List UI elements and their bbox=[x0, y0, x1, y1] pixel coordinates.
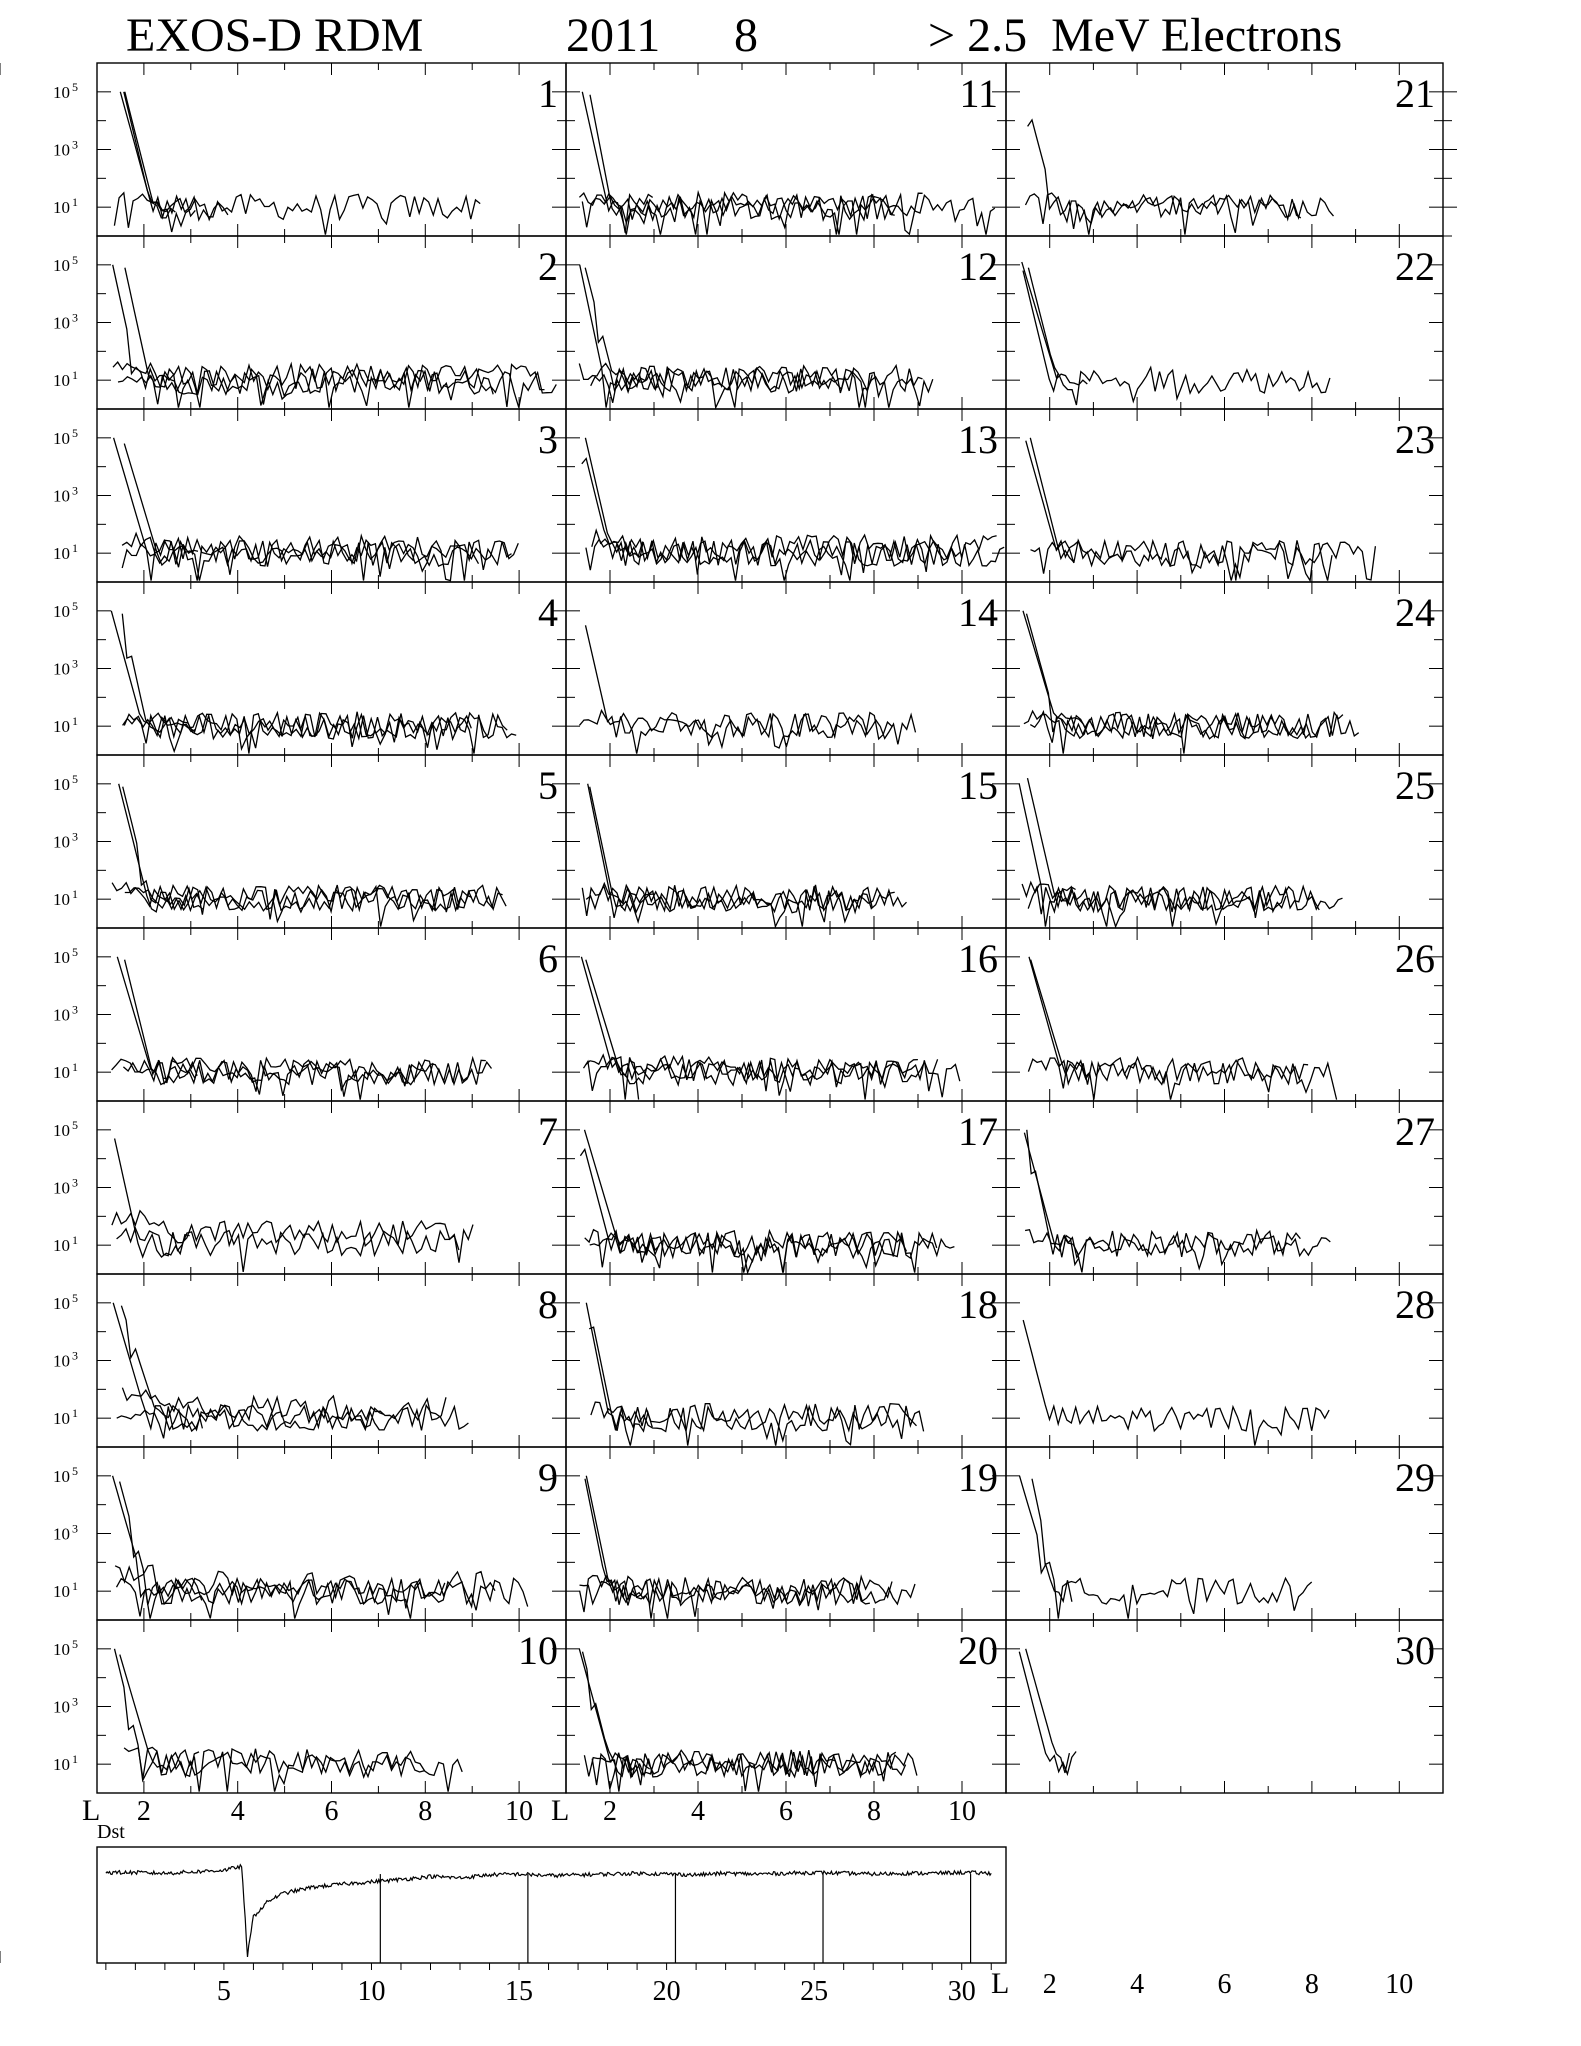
panel-18-frame bbox=[566, 1274, 1006, 1447]
panel-4-ytick-exponent: 3 bbox=[72, 656, 78, 671]
panel-8-label: 8 bbox=[538, 1282, 558, 1327]
panel-3-trace-1 bbox=[114, 438, 198, 581]
panel-7-ytick-exponent: 1 bbox=[72, 1233, 78, 1248]
panel-26-trace-2 bbox=[1031, 960, 1337, 1100]
panel-25-trace-1 bbox=[1028, 778, 1076, 906]
dst-xtick-label: 25 bbox=[800, 1976, 829, 2007]
panel-6-ytick-exponent: 1 bbox=[72, 1060, 78, 1075]
panel-6-ytick-label: 10 bbox=[53, 947, 70, 967]
panel-23-trace-2 bbox=[1026, 441, 1376, 581]
panel-6-frame bbox=[97, 928, 566, 1101]
panel-2-frame bbox=[97, 236, 566, 409]
panel-30-frame bbox=[1006, 1620, 1443, 1793]
panel-8-ytick-label: 10 bbox=[53, 1409, 70, 1429]
x-tick-label-col2: 8 bbox=[867, 1796, 881, 1827]
panel-10-ytick-label: 10 bbox=[53, 1697, 70, 1717]
panel-21-frame bbox=[1006, 63, 1443, 236]
panel-11-label: 11 bbox=[959, 71, 998, 116]
x-tick-label-col3: 4 bbox=[1130, 1969, 1145, 2000]
panel-8-ytick-label: 10 bbox=[53, 1293, 70, 1313]
x-tick-label-col1: 4 bbox=[230, 1796, 245, 1827]
x-tick-label-col3: 10 bbox=[1385, 1969, 1414, 2000]
panel-1-ytick-exponent: 5 bbox=[72, 79, 78, 94]
x-tick-label-col2: 6 bbox=[779, 1796, 793, 1827]
panel-6-ytick-exponent: 3 bbox=[72, 1002, 78, 1017]
panel-2-ytick-label: 10 bbox=[53, 255, 70, 275]
panel-7-ytick-label: 10 bbox=[53, 1178, 70, 1198]
panel-7-frame bbox=[97, 1101, 566, 1274]
x-tick-label-col3: 2 bbox=[1042, 1969, 1057, 2000]
panel-2-ytick-label: 10 bbox=[53, 371, 70, 391]
panel-2-ytick-exponent: 3 bbox=[72, 310, 78, 325]
panel-3-ytick-exponent: 5 bbox=[72, 425, 78, 440]
panel-8-ytick-exponent: 1 bbox=[72, 1406, 78, 1421]
panel-6-ytick-label: 10 bbox=[53, 1005, 70, 1025]
panel-10-label: 10 bbox=[518, 1628, 558, 1673]
panel-10-ytick-label: 10 bbox=[53, 1639, 70, 1659]
panel-2-ytick-label: 10 bbox=[53, 313, 70, 333]
panel-22-trace-3 bbox=[1023, 271, 1058, 391]
panel-7-trace-3 bbox=[117, 1228, 459, 1272]
panel-8-ytick-exponent: 3 bbox=[72, 1348, 78, 1363]
panel-1-ytick-label: 10 bbox=[53, 140, 70, 160]
x-axis-prefix-col3: L bbox=[991, 1967, 1010, 2000]
panel-2-label: 2 bbox=[538, 244, 558, 289]
panel-13-trace-4 bbox=[586, 540, 960, 581]
panel-10-ytick-exponent: 1 bbox=[72, 1752, 78, 1767]
panel-30-trace-1 bbox=[1026, 1649, 1070, 1773]
panel-3-ytick-label: 10 bbox=[53, 428, 70, 448]
x-tick-label-col1: 8 bbox=[418, 1796, 433, 1827]
panel-30-trace-2 bbox=[1019, 1652, 1076, 1774]
panel-16-frame bbox=[566, 928, 1006, 1101]
panel-4-trace-3 bbox=[123, 712, 508, 752]
panel-6-trace-3 bbox=[112, 1058, 492, 1100]
panel-24-label: 24 bbox=[1395, 590, 1435, 635]
chart-title-particle: > 2.5 MeV Electrons bbox=[928, 9, 1343, 62]
panel-26-trace-1 bbox=[1029, 957, 1090, 1084]
x-tick-label-col2: 10 bbox=[948, 1796, 976, 1827]
panel-5-ytick-exponent: 3 bbox=[72, 829, 78, 844]
panel-19-trace-2 bbox=[585, 1479, 915, 1619]
x-tick-label-col1: 6 bbox=[324, 1796, 339, 1827]
panel-1-label: 1 bbox=[538, 71, 558, 116]
panel-21-label: 21 bbox=[1395, 71, 1435, 116]
panel-14-label: 14 bbox=[958, 590, 998, 635]
panel-18-trace-3 bbox=[591, 1402, 917, 1446]
panel-10-trace-1 bbox=[115, 1649, 200, 1781]
panel-12-label: 12 bbox=[958, 244, 998, 289]
panel-3-ytick-label: 10 bbox=[53, 544, 70, 564]
panel-9-trace-1 bbox=[113, 1476, 202, 1619]
x-tick-label-col2: 4 bbox=[691, 1796, 705, 1827]
dst-series-line bbox=[106, 1865, 991, 1957]
panel-25-label: 25 bbox=[1395, 763, 1435, 808]
panel-13-frame bbox=[566, 409, 1006, 582]
chart-title-year: 2011 bbox=[566, 9, 661, 62]
panel-21-trace-2 bbox=[1026, 193, 1301, 233]
panel-10-ytick-exponent: 3 bbox=[72, 1694, 78, 1709]
dst-xtick-label: 30 bbox=[947, 1976, 976, 2007]
panel-17-trace-2 bbox=[580, 1149, 954, 1272]
panel-8-trace-2 bbox=[121, 1306, 468, 1431]
panel-5-ytick-exponent: 1 bbox=[72, 887, 78, 902]
panel-6-trace-2 bbox=[125, 960, 486, 1092]
panel-1-ytick-exponent: 1 bbox=[72, 195, 78, 210]
panel-1-ytick-label: 10 bbox=[53, 82, 70, 102]
x-tick-label-col2: 2 bbox=[603, 1796, 617, 1827]
panel-3-ytick-exponent: 3 bbox=[72, 483, 78, 498]
panel-4-ytick-exponent: 5 bbox=[72, 598, 78, 613]
panel-30-label: 30 bbox=[1395, 1628, 1435, 1673]
panel-19-label: 19 bbox=[958, 1455, 998, 1500]
panel-5-ytick-label: 10 bbox=[53, 832, 70, 852]
panel-13-label: 13 bbox=[958, 417, 998, 462]
x-axis-prefix-col2: L bbox=[551, 1794, 570, 1827]
panel-22-trace-2 bbox=[1028, 268, 1330, 405]
panel-5-label: 5 bbox=[538, 763, 558, 808]
panel-18-trace-2 bbox=[589, 1327, 923, 1441]
panel-16-label: 16 bbox=[958, 936, 998, 981]
panel-7-ytick-exponent: 5 bbox=[72, 1117, 78, 1132]
panel-9-ytick-exponent: 1 bbox=[72, 1579, 78, 1594]
panel-22-label: 22 bbox=[1395, 244, 1435, 289]
panel-3-ytick-exponent: 1 bbox=[72, 541, 78, 556]
panel-14-trace-2 bbox=[580, 711, 892, 754]
panel-9-label: 9 bbox=[538, 1455, 558, 1500]
x-tick-label-col1: 10 bbox=[505, 1796, 534, 1827]
panel-14-trace-1 bbox=[586, 625, 916, 748]
panel-2-trace-1 bbox=[113, 265, 193, 408]
panel-27-label: 27 bbox=[1395, 1109, 1435, 1154]
x-tick-label-col3: 6 bbox=[1217, 1969, 1232, 2000]
panel-3-ytick-label: 10 bbox=[53, 486, 70, 506]
panel-19-trace-3 bbox=[580, 1576, 892, 1612]
panel-6-ytick-exponent: 5 bbox=[72, 944, 78, 959]
chart-title-month: 8 bbox=[734, 9, 758, 62]
panel-24-trace-4 bbox=[1030, 712, 1310, 743]
dst-xtick-label: 10 bbox=[357, 1976, 386, 2007]
panel-6-ytick-label: 10 bbox=[53, 1063, 70, 1083]
panel-2-ytick-exponent: 1 bbox=[72, 368, 78, 383]
panel-23-label: 23 bbox=[1395, 417, 1435, 462]
panel-5-ytick-exponent: 5 bbox=[72, 771, 78, 786]
dst-panel-frame bbox=[97, 1847, 1006, 1963]
dst-xtick-label: 5 bbox=[216, 1976, 231, 2007]
panel-2-ytick-exponent: 5 bbox=[72, 252, 78, 267]
panel-1-ytick-exponent: 3 bbox=[72, 137, 78, 152]
panel-3-label: 3 bbox=[538, 417, 558, 462]
x-tick-label-col3: 8 bbox=[1304, 1969, 1319, 2000]
panel-15-label: 15 bbox=[958, 763, 998, 808]
panel-1-trace-1 bbox=[120, 92, 195, 218]
panel-29-trace-2 bbox=[1032, 1479, 1312, 1619]
panel-7-ytick-label: 10 bbox=[53, 1236, 70, 1256]
x-tick-label-col1: 2 bbox=[136, 1796, 151, 1827]
panel-4-ytick-label: 10 bbox=[53, 601, 70, 621]
panel-7-ytick-exponent: 3 bbox=[72, 1175, 78, 1190]
dst-xtick-label: 15 bbox=[505, 1976, 534, 2007]
panel-7-label: 7 bbox=[538, 1109, 558, 1154]
panel-3-trace-2 bbox=[124, 444, 518, 581]
panel-9-ytick-exponent: 5 bbox=[72, 1463, 78, 1478]
panel-8-ytick-exponent: 5 bbox=[72, 1290, 78, 1305]
panel-4-label: 4 bbox=[538, 590, 558, 635]
panel-29-trace-1 bbox=[1020, 1476, 1072, 1602]
panel-16-trace-4 bbox=[584, 1058, 918, 1099]
panel-10-ytick-exponent: 5 bbox=[72, 1636, 78, 1651]
panel-5-ytick-label: 10 bbox=[53, 774, 70, 794]
panel-9-ytick-label: 10 bbox=[53, 1466, 70, 1486]
panel-8-ytick-label: 10 bbox=[53, 1351, 70, 1371]
panel-4-ytick-label: 10 bbox=[53, 717, 70, 737]
panel-13-trace-2 bbox=[582, 459, 1004, 581]
panel-7-trace-1 bbox=[115, 1139, 190, 1258]
panel-10-ytick-label: 10 bbox=[53, 1755, 70, 1775]
chart-title-instrument: EXOS-D RDM bbox=[126, 9, 424, 62]
dst-axis-label: Dst bbox=[97, 1821, 125, 1843]
panel-19-trace-1 bbox=[586, 1476, 648, 1602]
panel-7-ytick-label: 10 bbox=[53, 1120, 70, 1140]
panel-28-label: 28 bbox=[1395, 1282, 1435, 1327]
dst-xtick-label: 20 bbox=[652, 1976, 681, 2007]
panel-9-ytick-label: 10 bbox=[53, 1582, 70, 1602]
panel-8-frame bbox=[97, 1274, 566, 1447]
panel-6-label: 6 bbox=[538, 936, 558, 981]
panel-29-label: 29 bbox=[1395, 1455, 1435, 1500]
panel-5-ytick-label: 10 bbox=[53, 890, 70, 910]
panel-9-ytick-exponent: 3 bbox=[72, 1521, 78, 1536]
panel-4-ytick-label: 10 bbox=[53, 659, 70, 679]
x-axis-prefix-col1: L bbox=[82, 1794, 101, 1827]
panel-8-trace-3 bbox=[122, 1388, 446, 1421]
panel-18-label: 18 bbox=[958, 1282, 998, 1327]
panel-26-label: 26 bbox=[1395, 936, 1435, 981]
panel-17-label: 17 bbox=[958, 1109, 998, 1154]
panel-4-ytick-exponent: 1 bbox=[72, 714, 78, 729]
panel-28-trace-1 bbox=[1023, 1320, 1329, 1446]
panel-20-label: 20 bbox=[958, 1628, 998, 1673]
panel-9-ytick-label: 10 bbox=[53, 1524, 70, 1544]
panel-1-ytick-label: 10 bbox=[53, 198, 70, 218]
